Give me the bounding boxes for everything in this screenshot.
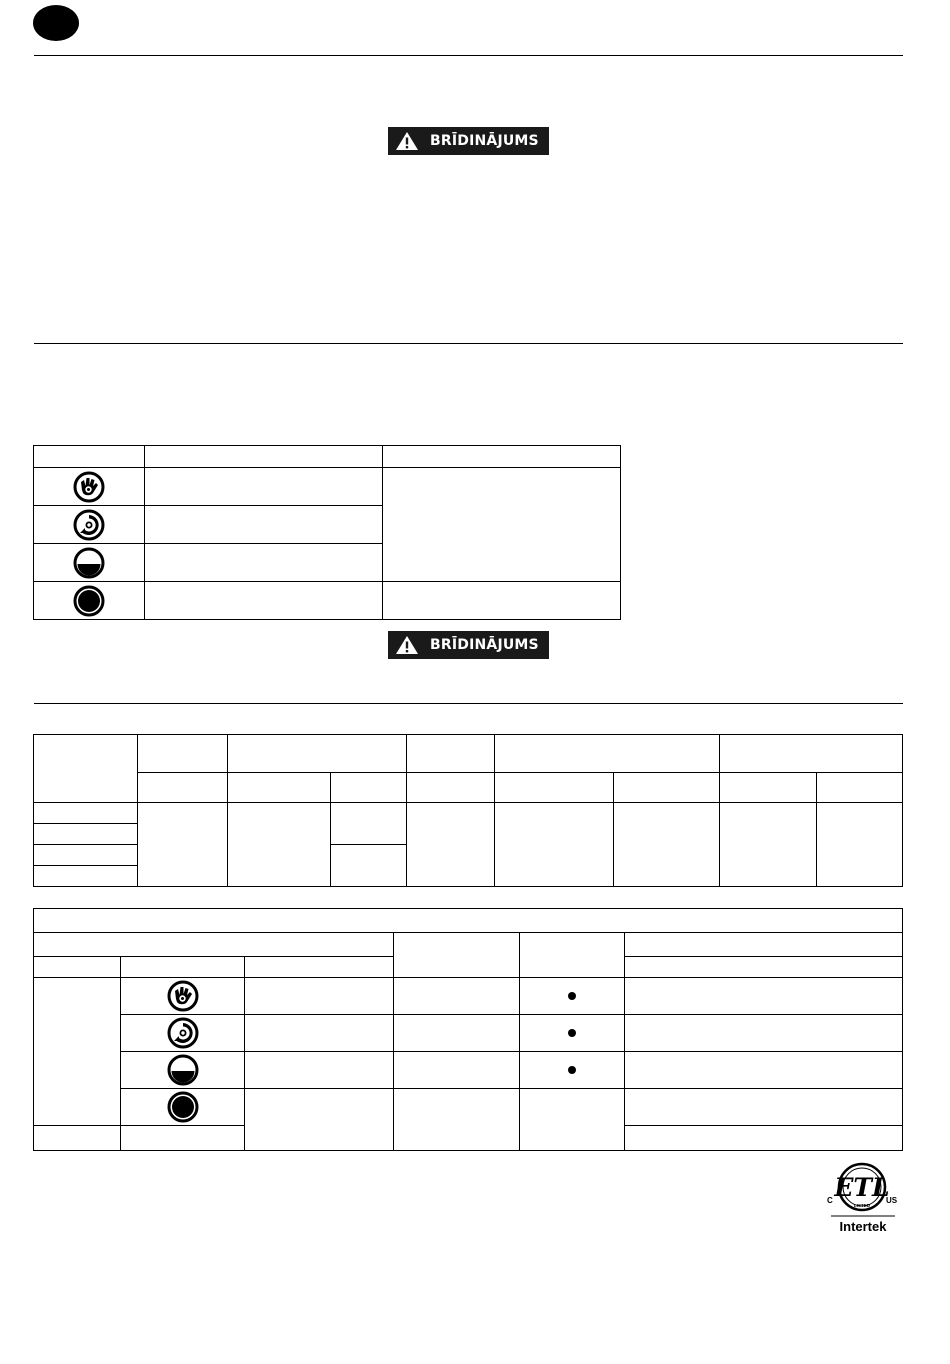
impact-wrench-symbol-icon — [73, 471, 105, 503]
table-cell — [138, 735, 228, 773]
country-left-text: C — [827, 1196, 833, 1205]
table-cell — [495, 803, 614, 887]
table-cell — [817, 803, 903, 887]
table-cell — [228, 735, 407, 773]
table-cell — [245, 1015, 394, 1052]
feature-dot — [568, 992, 576, 1000]
table-cell — [145, 446, 383, 468]
ratchet-symbol-icon — [73, 509, 105, 541]
table-cell — [34, 735, 138, 803]
etl-intertek-logo — [822, 1158, 906, 1236]
table-cell — [121, 1015, 245, 1052]
table-row — [34, 468, 621, 506]
impact-wrench-symbol-icon — [167, 980, 199, 1012]
table-cell — [520, 978, 625, 1015]
table-cell — [245, 1089, 394, 1151]
table-cell — [121, 1126, 245, 1151]
table-cell — [34, 582, 145, 620]
table-cell — [145, 506, 383, 544]
feature-dot — [568, 1029, 576, 1037]
table-cell — [817, 773, 903, 803]
country-right-text: US — [886, 1196, 898, 1205]
table-row — [34, 773, 903, 803]
table-row — [34, 933, 903, 957]
warning-triangle-icon — [395, 131, 419, 151]
table-row — [34, 978, 903, 1015]
table-cell — [495, 735, 720, 773]
warning-label: BRĪDINĀJUMS — [430, 133, 539, 149]
table-cell — [34, 803, 138, 824]
filled-circle-icon — [167, 1091, 199, 1123]
header-divider — [34, 55, 903, 56]
table-row — [34, 735, 903, 773]
table-cell — [383, 446, 621, 468]
table-cell — [121, 1052, 245, 1089]
table-cell — [34, 544, 145, 582]
table-cell — [34, 1126, 121, 1151]
table-cell — [625, 1126, 903, 1151]
table-cell — [394, 1052, 520, 1089]
table-cell — [34, 845, 138, 866]
table-cell — [407, 803, 495, 887]
table-row — [34, 803, 903, 824]
section-divider-1 — [34, 343, 903, 344]
table-cell — [138, 773, 228, 803]
table-row — [34, 582, 621, 620]
table-cell — [407, 773, 495, 803]
table-cell — [614, 773, 720, 803]
table-cell — [121, 978, 245, 1015]
table-cell — [383, 582, 621, 620]
etl-mark-text: ETL — [834, 1173, 890, 1202]
table-row — [34, 909, 903, 933]
table-cell — [520, 933, 625, 978]
table-cell — [34, 824, 138, 845]
table-cell — [394, 1089, 520, 1151]
table-row — [34, 1015, 903, 1052]
table-cell — [145, 468, 383, 506]
table-cell — [625, 1052, 903, 1089]
table-cell — [331, 773, 407, 803]
table-cell — [495, 773, 614, 803]
table-cell — [228, 803, 331, 887]
table-cell — [145, 544, 383, 582]
table-cell — [121, 1089, 245, 1126]
table-cell — [245, 957, 394, 978]
table-cell — [34, 933, 394, 957]
table-cell — [331, 845, 407, 887]
listed-text: LISTED — [853, 1203, 871, 1208]
table-cell — [614, 803, 720, 887]
table-cell — [407, 735, 495, 773]
table-cell — [34, 506, 145, 544]
table-cell — [228, 773, 331, 803]
section-divider-2 — [34, 703, 903, 704]
table-cell — [383, 468, 621, 582]
table-cell — [520, 1052, 625, 1089]
table-cell — [625, 957, 903, 978]
table-cell — [34, 978, 121, 1126]
table-cell — [394, 933, 520, 978]
table-cell — [720, 735, 903, 773]
table-cell — [245, 1052, 394, 1089]
table-cell — [34, 957, 121, 978]
language-badge — [33, 5, 79, 41]
table-cell — [245, 978, 394, 1015]
table-cell — [625, 933, 903, 957]
table-cell — [331, 803, 407, 845]
table-cell — [34, 446, 145, 468]
warning-triangle-icon — [395, 635, 419, 655]
table-cell — [520, 1015, 625, 1052]
table-cell — [720, 773, 817, 803]
table-cell — [34, 866, 138, 887]
warning-label: BRĪDINĀJUMS — [430, 637, 539, 653]
table-row — [34, 1089, 903, 1126]
table-cell — [121, 957, 245, 978]
table-row — [34, 1052, 903, 1089]
table-cell — [625, 978, 903, 1015]
intertek-text: Intertek — [839, 1219, 887, 1234]
table-row — [34, 446, 621, 468]
table-cell — [394, 1015, 520, 1052]
warning-banner-2 — [388, 631, 549, 659]
table-cell — [625, 1089, 903, 1126]
table-cell — [625, 1015, 903, 1052]
table-cell — [138, 803, 228, 887]
ratchet-symbol-icon — [167, 1017, 199, 1049]
table-cell — [520, 1089, 625, 1151]
table-cell — [720, 803, 817, 887]
spec-table — [33, 734, 903, 887]
half-filled-circle-icon — [73, 547, 105, 579]
half-filled-circle-icon — [167, 1054, 199, 1086]
table-cell — [145, 582, 383, 620]
feature-dot — [568, 1066, 576, 1074]
table-cell — [394, 978, 520, 1015]
symbol-table — [33, 445, 621, 620]
table-cell — [34, 909, 903, 933]
function-table — [33, 908, 903, 1151]
table-cell — [34, 468, 145, 506]
filled-circle-icon — [73, 585, 105, 617]
warning-banner-1 — [388, 127, 549, 155]
